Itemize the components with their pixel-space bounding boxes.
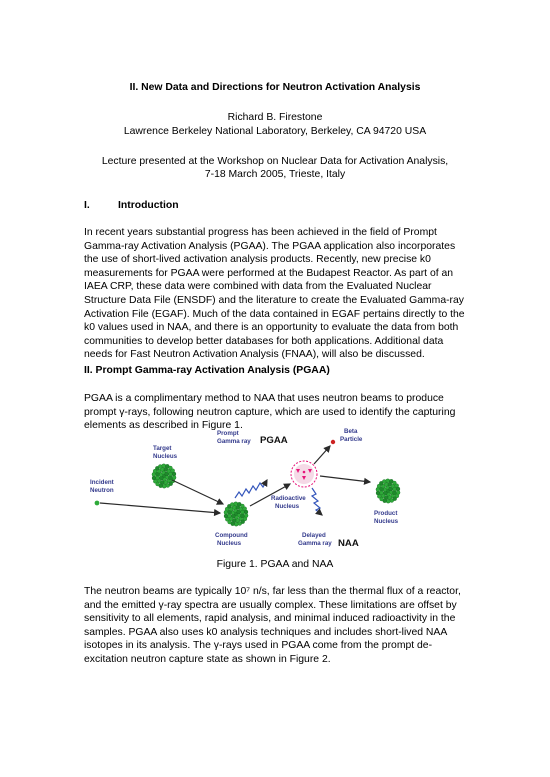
- label-delayed-gamma-ray: Gamma ray: [298, 540, 332, 547]
- author: Richard B. Firestone: [227, 112, 323, 123]
- label-compound-nucleus: Nucleus: [217, 540, 242, 547]
- beta-arrow: [314, 446, 330, 464]
- section-1-heading: [84, 200, 179, 211]
- text-line: measurements for PGAA were performed at the Budapest Reactor. As part of an: [84, 267, 454, 279]
- text-line: communities to develop better databases for both applications. Additional data: [84, 335, 444, 347]
- text-line: PGAA is a complimentary method to NAA that uses neutron beams to produce: [84, 393, 444, 404]
- target-to-compound-arrow: [172, 480, 223, 504]
- lecture-line-1: Lecture presented at the Workshop on Nuclear Data for Activation Analysis,: [101, 156, 449, 167]
- target-nucleus: [152, 464, 176, 488]
- label-neutron: Neutron: [90, 487, 114, 494]
- label-particle: Particle: [340, 436, 363, 443]
- product-nucleus: [376, 479, 400, 503]
- label-pgaa: PGAA: [260, 435, 288, 446]
- neutron-path-arrow: [100, 503, 220, 513]
- radioactive-nucleus: [291, 461, 317, 487]
- text-line: sensitivity to all elements, rapid analysis, and minimal induced radioactivity in the: [84, 613, 456, 625]
- text-line: Gamma-ray Activation Analysis (PGAA). The PGAA application also incorporates: [84, 240, 456, 252]
- label-incident: Incident: [90, 479, 114, 486]
- text-line: prompt γ-rays, following neutron capture, which are used to identify the capturing: [84, 406, 456, 418]
- incident-neutron-dot: [95, 501, 100, 506]
- label-radioactive-nucleus: Nucleus: [275, 503, 300, 510]
- label-prompt-gamma-ray: Gamma ray: [217, 438, 251, 445]
- section-1-number: I.: [84, 200, 90, 211]
- label-product-nucleus: Nucleus: [374, 518, 399, 525]
- text-line: the use of short-lived activation analysis products. Recently, new precise k0: [84, 254, 431, 266]
- figure-1-caption: Figure 1. PGAA and NAA: [216, 559, 334, 570]
- delayed-gamma-wave: [312, 488, 322, 515]
- label-product: Product: [374, 510, 398, 517]
- text-line: needs for Fast Neutron Activation Analysis (FNAA), will also be discussed.: [84, 349, 425, 361]
- label-naa: NAA: [338, 538, 359, 549]
- section-2-heading: II. Prompt Gamma-ray Activation Analysis (PGAA): [84, 365, 330, 376]
- text-line: samples. PGAA also uses k0 analysis techniques and includes short-lived NAA: [84, 626, 448, 638]
- lecture-line-2: 7-18 March 2005, Trieste, Italy: [204, 169, 346, 180]
- text-line: and the emitted γ-ray spectra are usually complex. These limitations are offset by: [84, 599, 457, 611]
- compound-nucleus: [224, 502, 248, 526]
- label-target: Target: [153, 445, 172, 452]
- label-beta: Beta: [344, 428, 358, 435]
- paper-title: II. New Data and Directions for Neutron Activation Analysis: [129, 82, 421, 93]
- label-compound: Compound: [215, 532, 248, 539]
- beta-particle-dot: [331, 440, 335, 444]
- text-line: Activation File (EGAF). Much of the data contained in EGAF pertains directly to the: [84, 308, 465, 320]
- label-delayed: Delayed: [302, 532, 326, 539]
- affiliation: Lawrence Berkeley National Laboratory, Berkeley, CA 94720 USA: [123, 126, 427, 137]
- text-line: In recent years substantial progress has been achieved in the field of Prompt: [84, 227, 437, 238]
- pgaa-paragraph-2: [84, 585, 468, 667]
- introduction-paragraph: [84, 226, 468, 362]
- text-line: IAEA CRP, these data were combined with data from the Evaluated Nuclear: [84, 281, 432, 293]
- text-line: elements as described in Figure 1.: [84, 420, 243, 432]
- text-line: excitation neutron capture state as shown in Figure 2.: [84, 653, 331, 665]
- figure-1-diagram: [80, 418, 470, 558]
- text-line: Structure Data File (ENSDF) and the literature to create the Evaluated Gamma-ray: [84, 294, 464, 306]
- text-line: k0 values used in NAA, and there is an opportunity to evaluate the data from both: [84, 322, 459, 334]
- label-radioactive: Radioactive: [271, 495, 306, 502]
- text-line: The neutron beams are typically 10⁷ n/s, far less than the thermal flux of a reactor,: [84, 586, 461, 597]
- section-1-title: Introduction: [118, 200, 179, 211]
- text-line: isotopes in its analysis. The γ-rays used in PGAA come from the prompt de-: [84, 640, 433, 652]
- label-target-nucleus: Nucleus: [153, 453, 178, 460]
- radioactive-to-product-arrow: [320, 476, 370, 482]
- label-prompt: Prompt: [217, 430, 239, 437]
- prompt-gamma-wave: [235, 480, 267, 498]
